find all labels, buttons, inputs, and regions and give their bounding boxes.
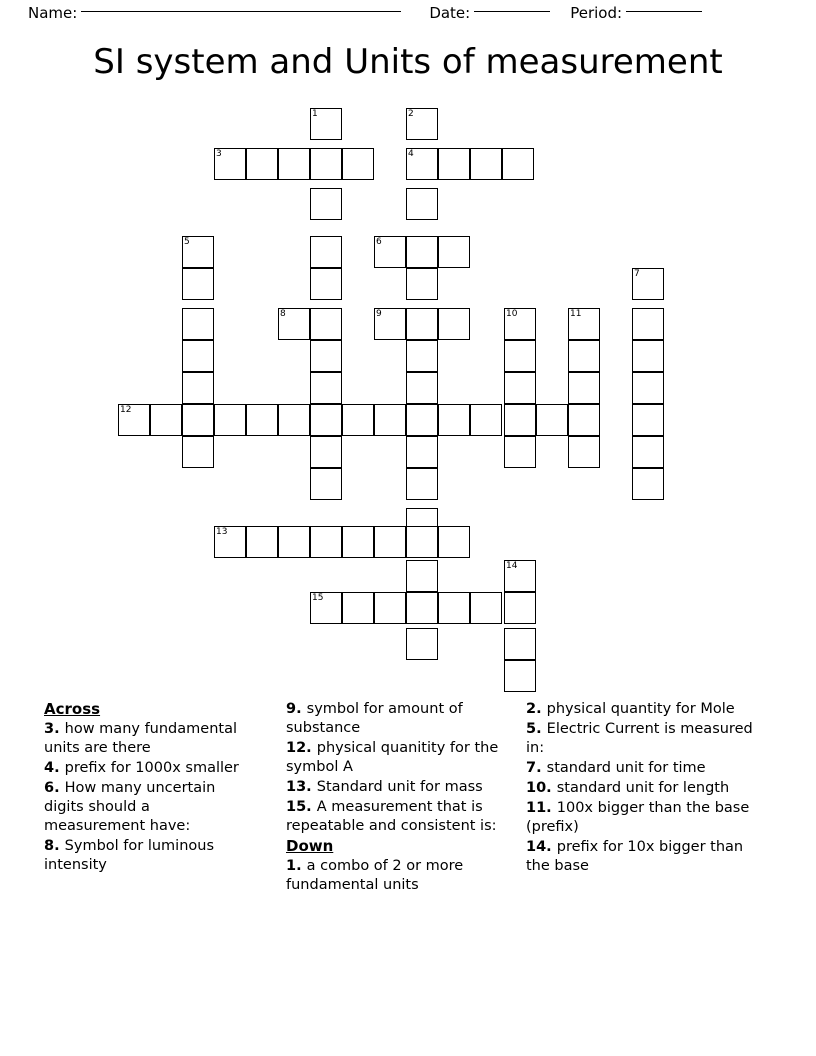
- clue-number: 3.: [44, 721, 65, 737]
- crossword-cell[interactable]: [406, 628, 438, 660]
- crossword-cell[interactable]: [632, 340, 664, 372]
- down-heading: Down: [286, 837, 334, 855]
- crossword-cell[interactable]: [504, 308, 536, 340]
- period-blank-line[interactable]: [626, 11, 702, 12]
- clue-item: [286, 700, 501, 738]
- crossword-cell[interactable]: [310, 592, 342, 624]
- crossword-cell[interactable]: [374, 236, 406, 268]
- crossword-cell[interactable]: [632, 268, 664, 300]
- crossword-cell[interactable]: [310, 108, 342, 140]
- crossword-cell[interactable]: [374, 526, 406, 558]
- clue-item: [526, 799, 766, 837]
- clue-number: 4.: [44, 760, 65, 776]
- crossword-cell[interactable]: [310, 308, 342, 340]
- clue-text: Standard unit for mass: [316, 779, 483, 795]
- clue-item: [526, 700, 766, 719]
- crossword-cell[interactable]: [150, 404, 182, 436]
- crossword-cell[interactable]: [406, 148, 438, 180]
- clue-text: standard unit for time: [546, 760, 706, 776]
- crossword-cell[interactable]: [632, 436, 664, 468]
- crossword-cell[interactable]: [182, 404, 214, 436]
- clue-number: 1.: [286, 858, 307, 874]
- crossword-cell[interactable]: [406, 560, 438, 592]
- crossword-cell[interactable]: [246, 526, 278, 558]
- name-label: Name:: [28, 4, 78, 22]
- clue-text: symbol for amount of substance: [286, 701, 463, 736]
- crossword-cell[interactable]: [504, 340, 536, 372]
- crossword-cell[interactable]: [374, 308, 406, 340]
- clue-text: Symbol for luminous intensity: [44, 838, 215, 873]
- clue-item: [44, 720, 249, 758]
- clues-column-1: [44, 700, 249, 876]
- student-info-header: [28, 0, 788, 26]
- crossword-cell[interactable]: [438, 592, 470, 624]
- cell-number: 10: [506, 309, 518, 319]
- crossword-cell[interactable]: [504, 372, 536, 404]
- clue-item: [286, 778, 501, 797]
- clue-text: prefix for 1000x smaller: [64, 760, 239, 776]
- cell-number: 3: [216, 149, 222, 159]
- crossword-cell[interactable]: [214, 404, 246, 436]
- crossword-cell[interactable]: [406, 436, 438, 468]
- across-heading: Across: [44, 700, 101, 718]
- clue-text: How many uncertain digits should a measurement have:: [44, 780, 216, 834]
- crossword-cell[interactable]: [310, 372, 342, 404]
- crossword-cell[interactable]: [406, 592, 438, 624]
- crossword-cell[interactable]: [632, 404, 664, 436]
- cell-number: 1: [312, 109, 318, 119]
- crossword-cell[interactable]: [406, 236, 438, 268]
- clue-text: physical quantity for Mole: [546, 701, 735, 717]
- crossword-cell[interactable]: [278, 526, 310, 558]
- clue-text: prefix for 10x bigger than the base: [526, 839, 744, 874]
- clue-number: 10.: [526, 780, 557, 796]
- crossword-cell[interactable]: [438, 404, 470, 436]
- crossword-cell[interactable]: [406, 404, 438, 436]
- crossword-cell[interactable]: [406, 526, 438, 558]
- crossword-cell[interactable]: [406, 268, 438, 300]
- clue-item: [44, 759, 249, 778]
- clue-text: Electric Current is measured in:: [526, 721, 753, 756]
- clue-item: [286, 739, 501, 777]
- crossword-cell[interactable]: [438, 236, 470, 268]
- crossword-cell[interactable]: [310, 148, 342, 180]
- crossword-cell[interactable]: [182, 308, 214, 340]
- clue-text: physical quanitity for the symbol A: [286, 740, 499, 775]
- clue-text: standard unit for length: [556, 780, 730, 796]
- crossword-cell[interactable]: [470, 404, 502, 436]
- crossword-cell[interactable]: [406, 468, 438, 500]
- clue-number: 8.: [44, 838, 65, 854]
- period-label: Period:: [570, 4, 623, 22]
- crossword-cell[interactable]: [568, 308, 600, 340]
- name-blank-line[interactable]: [81, 11, 401, 12]
- clue-item: [286, 798, 501, 836]
- crossword-cell[interactable]: [342, 148, 374, 180]
- crossword-cell[interactable]: [406, 372, 438, 404]
- crossword-cell[interactable]: [182, 268, 214, 300]
- crossword-cell[interactable]: [438, 148, 470, 180]
- crossword-cell[interactable]: [632, 372, 664, 404]
- crossword-cell[interactable]: [182, 372, 214, 404]
- crossword-cell[interactable]: [504, 592, 536, 624]
- crossword-cell[interactable]: [504, 660, 536, 692]
- crossword-cell[interactable]: [214, 148, 246, 180]
- clue-number: 2.: [526, 701, 547, 717]
- crossword-cell[interactable]: [438, 308, 470, 340]
- cell-number: 4: [408, 149, 414, 159]
- crossword-cell[interactable]: [182, 340, 214, 372]
- cell-number: 14: [506, 561, 518, 571]
- crossword-cell[interactable]: [568, 340, 600, 372]
- clue-item: [44, 779, 249, 836]
- crossword-cell[interactable]: [568, 404, 600, 436]
- cell-number: 6: [376, 237, 382, 247]
- crossword-cell[interactable]: [632, 308, 664, 340]
- clue-number: 6.: [44, 780, 65, 796]
- clues-column-3: [526, 700, 766, 877]
- clue-item: [526, 759, 766, 778]
- crossword-cell[interactable]: [182, 436, 214, 468]
- clue-item: [526, 720, 766, 758]
- crossword-cell[interactable]: [568, 372, 600, 404]
- crossword-cell[interactable]: [632, 468, 664, 500]
- cell-number: 5: [184, 237, 190, 247]
- crossword-cell[interactable]: [374, 592, 406, 624]
- crossword-cell[interactable]: [568, 436, 600, 468]
- date-blank-line[interactable]: [474, 11, 550, 12]
- clue-number: 9.: [286, 701, 307, 717]
- crossword-cell[interactable]: [246, 148, 278, 180]
- crossword-cell[interactable]: [406, 308, 438, 340]
- crossword-cell[interactable]: [310, 340, 342, 372]
- crossword-cell[interactable]: [278, 404, 310, 436]
- crossword-cell[interactable]: [504, 560, 536, 592]
- crossword-cell[interactable]: [536, 404, 568, 436]
- cell-number: 13: [216, 527, 228, 537]
- crossword-cell[interactable]: [470, 148, 502, 180]
- clues-area: [44, 700, 772, 980]
- clue-item: [526, 779, 766, 798]
- crossword-cell[interactable]: [504, 436, 536, 468]
- clue-number: 14.: [526, 839, 557, 855]
- cell-number: 11: [570, 309, 582, 319]
- crossword-cell[interactable]: [406, 108, 438, 140]
- clue-item: [526, 838, 766, 876]
- crossword-cell[interactable]: [310, 268, 342, 300]
- crossword-cell[interactable]: [502, 148, 534, 180]
- crossword-cell[interactable]: [278, 148, 310, 180]
- clue-item: [286, 857, 501, 895]
- crossword-cell[interactable]: [504, 628, 536, 660]
- crossword-cell[interactable]: [278, 308, 310, 340]
- crossword-cell[interactable]: [310, 526, 342, 558]
- cell-number: 8: [280, 309, 286, 319]
- clue-number: 11.: [526, 800, 557, 816]
- clue-item: [44, 837, 249, 875]
- cell-number: 7: [634, 269, 640, 279]
- crossword-cell[interactable]: [246, 404, 278, 436]
- crossword-cell[interactable]: [374, 404, 406, 436]
- clue-text: how many fundamental units are there: [44, 721, 237, 756]
- clue-number: 5.: [526, 721, 547, 737]
- crossword-cell[interactable]: [504, 404, 536, 436]
- crossword-cell[interactable]: [182, 236, 214, 268]
- cell-number: 12: [120, 405, 132, 415]
- page-title: SI system and Units of measurement: [93, 42, 723, 82]
- crossword-cell[interactable]: [342, 592, 374, 624]
- crossword-cell[interactable]: [406, 340, 438, 372]
- date-label: Date:: [429, 4, 471, 22]
- crossword-cell[interactable]: [310, 436, 342, 468]
- crossword-cell[interactable]: [310, 404, 342, 436]
- clue-number: 13.: [286, 779, 317, 795]
- clue-text: A measurement that is repeatable and consistent is:: [286, 799, 497, 834]
- crossword-grid[interactable]: [0, 108, 816, 698]
- crossword-cell[interactable]: [342, 404, 374, 436]
- cell-number: 2: [408, 109, 414, 119]
- crossword-cell[interactable]: [118, 404, 150, 436]
- crossword-cell[interactable]: [406, 188, 438, 220]
- cell-number: 15: [312, 593, 324, 603]
- clue-number: 7.: [526, 760, 547, 776]
- cell-number: 9: [376, 309, 382, 319]
- crossword-cell[interactable]: [342, 526, 374, 558]
- clue-number: 15.: [286, 799, 317, 815]
- clues-column-2: [286, 700, 501, 896]
- crossword-cell[interactable]: [470, 592, 502, 624]
- crossword-cell[interactable]: [214, 526, 246, 558]
- clue-text: 100x bigger than the base (prefix): [526, 800, 750, 835]
- crossword-cell[interactable]: [310, 188, 342, 220]
- crossword-cell[interactable]: [438, 526, 470, 558]
- crossword-cell[interactable]: [310, 468, 342, 500]
- clue-text: a combo of 2 or more fundamental units: [286, 858, 464, 893]
- clue-number: 12.: [286, 740, 317, 756]
- crossword-cell[interactable]: [310, 236, 342, 268]
